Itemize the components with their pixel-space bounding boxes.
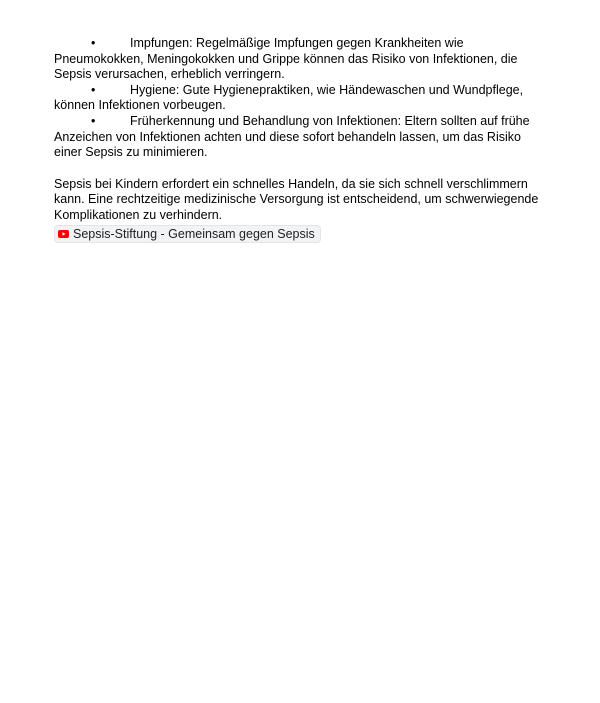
document-body — [54, 36, 546, 243]
paragraph-spacer — [54, 161, 546, 177]
list-item — [54, 36, 546, 83]
youtube-link-label: Sepsis-Stiftung - Gemeinsam gegen Sepsis — [73, 226, 315, 241]
youtube-icon — [58, 226, 69, 242]
youtube-link-chip[interactable] — [54, 225, 321, 243]
list-item-text: Hygiene: Gute Hygienepraktiken, wie Händewaschen und Wundpflege, können Infektionen vorbeugen. — [54, 82, 524, 113]
list-item — [54, 83, 546, 114]
list-item-text: Impfungen: Regelmäßige Impfungen gegen Krankheiten wie Pneumokokken, Meningokokken und Grippe können das Risiko von Infektionen, die Sepsis verursachen, erheblich verringern. — [54, 36, 518, 82]
list-item — [54, 114, 546, 161]
bullet-marker: • — [91, 82, 96, 97]
bullet-marker: • — [91, 113, 96, 128]
list-item-text: Früherkennung und Behandlung von Infektionen: Eltern sollten auf frühe Anzeichen von Infektionen achten und diese sofort behandeln lassen, um das Risiko einer Sepsis zu minimieren. — [54, 113, 530, 160]
body-paragraph: Sepsis bei Kindern erfordert ein schnelles Handeln, da sie sich schnell verschlimmern kann. Eine rechtzeitige medizinische Versorgung ist entscheidend, um schwerwiegende Komplikationen zu verhindern. — [54, 176, 539, 222]
bullet-marker: • — [91, 36, 96, 50]
